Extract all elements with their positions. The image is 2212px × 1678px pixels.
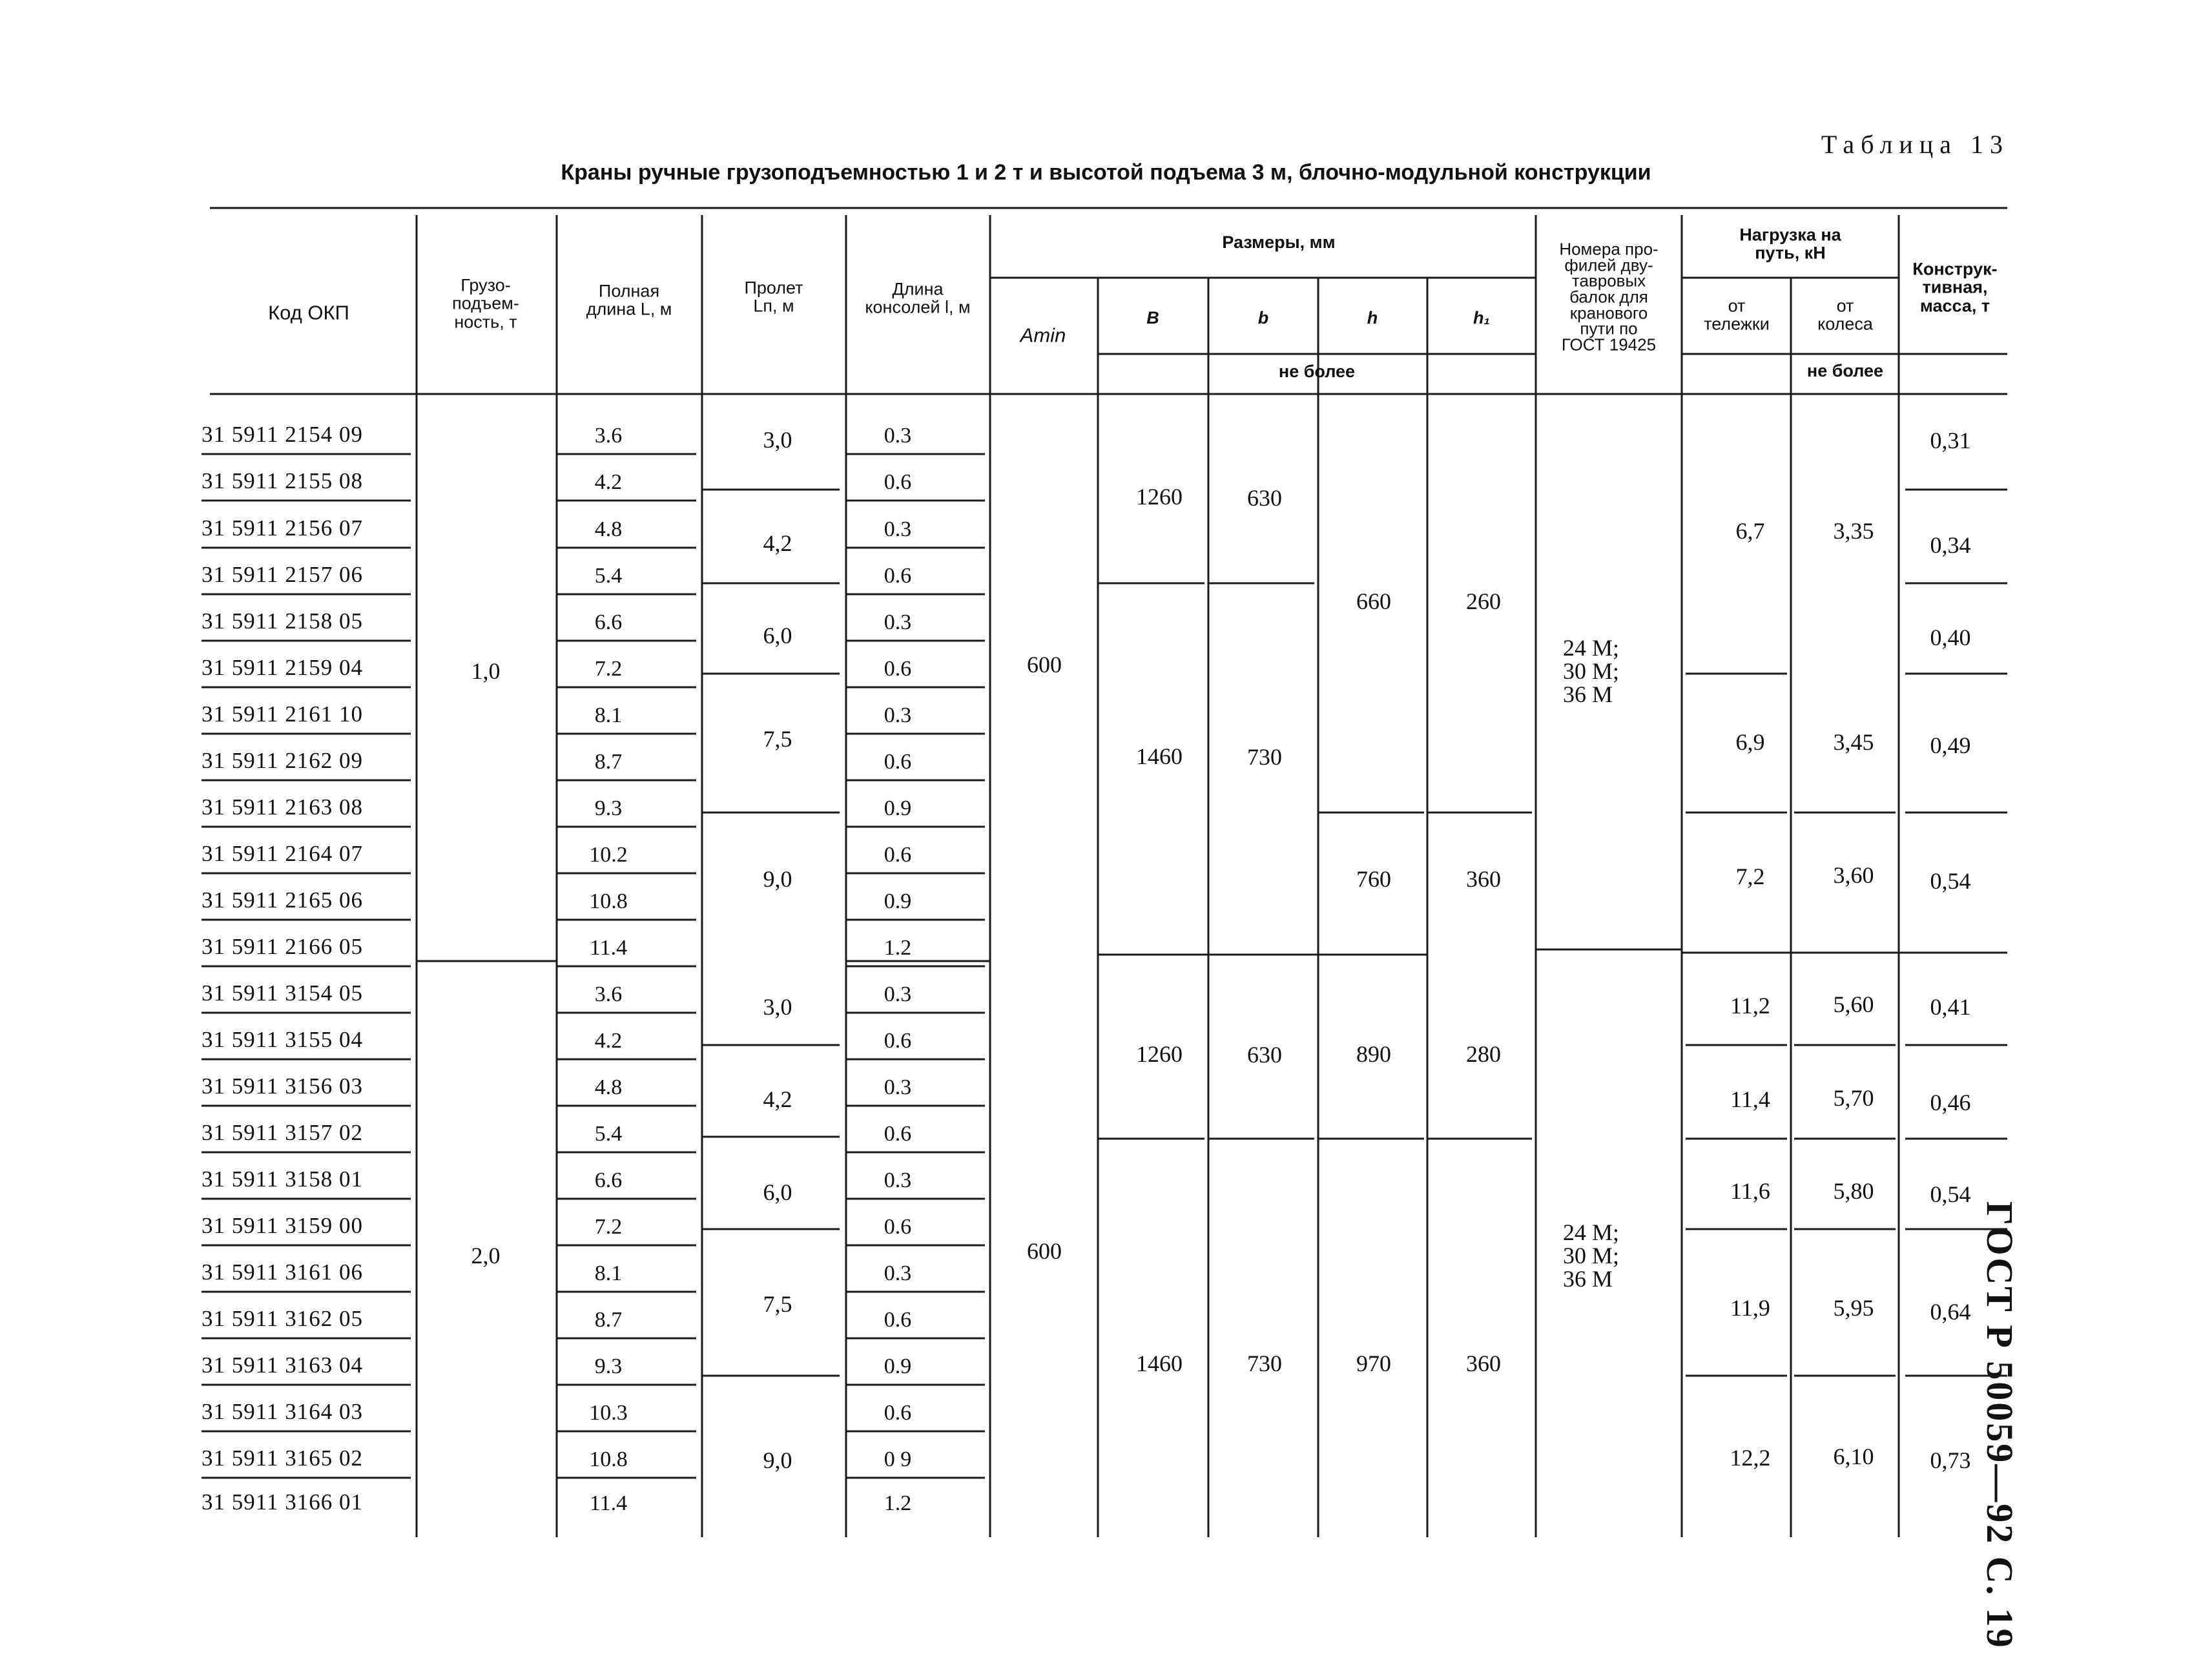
span-cell: 6,0 — [763, 623, 792, 649]
length-cell: 5.4 — [594, 1122, 623, 1146]
table-title: Краны ручные грузоподъемностью 1 и 2 т и высотой подъема 3 м, блочно-модульной конструкции — [561, 160, 1651, 185]
console-cell: 0 9 — [884, 1447, 912, 1472]
length-cell: 4.2 — [594, 1029, 623, 1053]
profiles-cell: 24 М; 30 М; 36 М — [1563, 635, 1620, 707]
header-load-limit: не более — [1806, 360, 1884, 380]
load-trolley-cell: 6,7 — [1735, 518, 1765, 544]
okp-code: 31 5911 2157 06 — [202, 562, 363, 587]
span-cell: 3,0 — [763, 994, 792, 1020]
header-load-trolley: от тележки — [1704, 296, 1770, 334]
okp-code: 31 5911 3161 06 — [202, 1259, 363, 1285]
load-wheel-cell: 5,60 — [1833, 991, 1874, 1018]
console-cell: 0.6 — [884, 843, 912, 867]
header-code: Код ОКП — [268, 301, 349, 324]
console-cell: 1.2 — [884, 1491, 912, 1516]
header-length: Полная длина L, м — [586, 281, 672, 319]
load-trolley-cell: 11,2 — [1730, 993, 1770, 1019]
amin-cell: 600 — [1027, 1238, 1062, 1265]
length-cell: 11.4 — [589, 1491, 628, 1516]
length-cell: 3.6 — [594, 982, 623, 1007]
console-cell: 0.3 — [884, 517, 912, 542]
b-cell: 730 — [1247, 1351, 1282, 1377]
span-cell: 4,2 — [763, 1086, 792, 1113]
okp-code: 31 5911 3158 01 — [202, 1166, 363, 1192]
okp-code: 31 5911 3162 05 — [202, 1306, 363, 1331]
header-load-wheel: от колеса — [1817, 296, 1873, 334]
okp-code: 31 5911 3159 00 — [202, 1213, 363, 1238]
header-dimensions: Размеры, мм — [1222, 232, 1336, 252]
h1-cell: 360 — [1466, 1351, 1501, 1377]
mass-cell: 0,41 — [1930, 994, 1971, 1020]
header-h: h — [1367, 307, 1378, 327]
console-cell: 0.3 — [884, 703, 912, 728]
mass-cell: 0,54 — [1930, 1181, 1971, 1208]
okp-code: 31 5911 2161 10 — [202, 701, 363, 727]
h-cell: 970 — [1356, 1351, 1391, 1377]
mass-cell: 0,31 — [1930, 428, 1971, 454]
B-cell: 1260 — [1136, 1041, 1183, 1068]
span-cell: 9,0 — [763, 866, 792, 893]
header-span: Пролет Lп, м — [744, 278, 803, 316]
load-trolley-cell: 11,9 — [1730, 1295, 1770, 1321]
length-cell: 8.1 — [594, 703, 623, 728]
h1-cell: 280 — [1466, 1041, 1501, 1068]
header-capacity: Грузо- подъем- ность, т — [452, 275, 519, 332]
length-cell: 4.8 — [594, 1075, 623, 1100]
console-cell: 0.3 — [884, 610, 912, 635]
h-cell: 760 — [1356, 866, 1391, 893]
length-cell: 5.4 — [594, 564, 623, 588]
load-wheel-cell: 3,60 — [1833, 862, 1874, 889]
okp-code: 31 5911 2155 08 — [202, 468, 363, 493]
okp-code: 31 5911 3163 04 — [202, 1352, 363, 1378]
console-cell: 0.6 — [884, 750, 912, 774]
load-wheel-cell: 3,35 — [1833, 518, 1874, 544]
load-wheel-cell: 5,95 — [1833, 1295, 1874, 1321]
mass-cell: 0,73 — [1930, 1447, 1971, 1474]
capacity-cell: 2,0 — [471, 1243, 501, 1269]
table-number: Таблица 13 — [1821, 130, 2009, 159]
console-cell: 0.3 — [884, 1261, 912, 1286]
header-amin: Amin — [1020, 324, 1066, 347]
okp-code: 31 5911 3164 03 — [202, 1399, 363, 1424]
span-cell: 7,5 — [763, 1291, 792, 1318]
console-cell: 0.3 — [884, 424, 912, 448]
mass-cell: 0,54 — [1930, 868, 1971, 895]
b-cell: 730 — [1247, 744, 1282, 771]
length-cell: 10.8 — [589, 1447, 628, 1472]
load-trolley-cell: 11,6 — [1730, 1178, 1770, 1205]
length-cell: 10.3 — [589, 1401, 628, 1425]
okp-code: 31 5911 2162 09 — [202, 748, 363, 773]
span-cell: 7,5 — [763, 726, 792, 752]
h1-cell: 260 — [1466, 588, 1501, 615]
header-dims-limit: не более — [1278, 361, 1356, 381]
load-wheel-cell: 5,80 — [1833, 1178, 1874, 1205]
console-cell: 0.6 — [884, 1215, 912, 1239]
length-cell: 4.2 — [594, 470, 623, 495]
mass-cell: 0,34 — [1930, 532, 1971, 559]
span-cell: 6,0 — [763, 1179, 792, 1206]
header-mass: Конструк- тивная, масса, т — [1912, 259, 1998, 316]
okp-code: 31 5911 3165 02 — [202, 1445, 363, 1471]
header-profiles: Номера про- филей дву- тавровых балок для кранового пути по ГОСТ 19425 — [1559, 239, 1659, 355]
length-cell: 10.8 — [589, 889, 628, 914]
console-cell: 0.6 — [884, 470, 912, 495]
okp-code: 31 5911 3155 04 — [202, 1027, 363, 1052]
length-cell: 9.3 — [594, 1354, 623, 1379]
okp-code: 31 5911 2164 07 — [202, 841, 363, 866]
mass-cell: 0,40 — [1930, 625, 1971, 651]
console-cell: 0.3 — [884, 1168, 912, 1193]
console-cell: 0.6 — [884, 1029, 912, 1053]
okp-code: 31 5911 3156 03 — [202, 1073, 363, 1099]
okp-code: 31 5911 2158 05 — [202, 608, 363, 634]
okp-code: 31 5911 2159 04 — [202, 655, 363, 680]
length-cell: 6.6 — [594, 1168, 623, 1193]
standard-page-stamp: ГОСТ Р 50059—92 С. 19 — [1979, 1201, 2021, 1650]
load-trolley-cell: 7,2 — [1735, 864, 1765, 890]
load-trolley-cell: 12,2 — [1730, 1445, 1771, 1471]
length-cell: 8.7 — [594, 1308, 623, 1332]
span-cell: 4,2 — [763, 530, 792, 557]
okp-code: 31 5911 2154 09 — [202, 422, 363, 447]
length-cell: 7.2 — [594, 657, 623, 681]
b-cell: 630 — [1247, 485, 1282, 512]
load-wheel-cell: 3,45 — [1833, 729, 1874, 756]
B-cell: 1460 — [1136, 743, 1183, 770]
capacity-cell: 1,0 — [471, 658, 501, 685]
amin-cell: 600 — [1027, 652, 1062, 678]
load-trolley-cell: 11,4 — [1730, 1086, 1770, 1113]
length-cell: 3.6 — [594, 424, 623, 448]
load-wheel-cell: 6,10 — [1833, 1444, 1874, 1470]
load-wheel-cell: 5,70 — [1833, 1085, 1874, 1112]
length-cell: 7.2 — [594, 1215, 623, 1239]
okp-code: 31 5911 3166 01 — [202, 1489, 363, 1515]
console-cell: 0.6 — [884, 1308, 912, 1332]
console-cell: 0.3 — [884, 982, 912, 1007]
span-cell: 9,0 — [763, 1447, 792, 1474]
span-cell: 3,0 — [763, 427, 792, 453]
header-console: Длина консолей l, м — [865, 279, 971, 317]
console-cell: 0.6 — [884, 1401, 912, 1425]
h-cell: 660 — [1356, 588, 1391, 615]
console-cell: 1.2 — [884, 936, 912, 960]
okp-code: 31 5911 2166 05 — [202, 934, 363, 959]
okp-code: 31 5911 2165 06 — [202, 887, 363, 913]
header-B: B — [1146, 307, 1159, 327]
length-cell: 8.7 — [594, 750, 623, 774]
console-cell: 0.9 — [884, 1354, 912, 1379]
console-cell: 0.6 — [884, 657, 912, 681]
console-cell: 0.9 — [884, 889, 912, 914]
B-cell: 1460 — [1136, 1351, 1183, 1377]
length-cell: 8.1 — [594, 1261, 623, 1286]
okp-code: 31 5911 3157 02 — [202, 1120, 363, 1145]
mass-cell: 0,46 — [1930, 1090, 1971, 1116]
length-cell: 10.2 — [589, 843, 628, 867]
console-cell: 0.6 — [884, 564, 912, 588]
length-cell: 11.4 — [589, 936, 628, 960]
console-cell: 0.9 — [884, 796, 912, 821]
length-cell: 4.8 — [594, 517, 623, 542]
okp-code: 31 5911 2163 08 — [202, 794, 363, 820]
okp-code: 31 5911 3154 05 — [202, 980, 363, 1006]
console-cell: 0.6 — [884, 1122, 912, 1146]
B-cell: 1260 — [1136, 484, 1183, 510]
console-cell: 0.3 — [884, 1075, 912, 1100]
header-load: Нагрузка на путь, кН — [1739, 225, 1841, 263]
header-h1: h₁ — [1473, 307, 1490, 327]
mass-cell: 0,64 — [1930, 1299, 1971, 1325]
h-cell: 890 — [1356, 1041, 1391, 1068]
b-cell: 630 — [1247, 1042, 1282, 1068]
load-trolley-cell: 6,9 — [1735, 729, 1765, 756]
profiles-cell: 24 М; 30 М; 36 М — [1563, 1219, 1620, 1292]
header-b: b — [1257, 307, 1269, 327]
mass-cell: 0,49 — [1930, 732, 1971, 759]
h1-cell: 360 — [1466, 866, 1501, 893]
length-cell: 6.6 — [594, 610, 623, 635]
length-cell: 9.3 — [594, 796, 623, 821]
okp-code: 31 5911 2156 07 — [202, 515, 363, 541]
